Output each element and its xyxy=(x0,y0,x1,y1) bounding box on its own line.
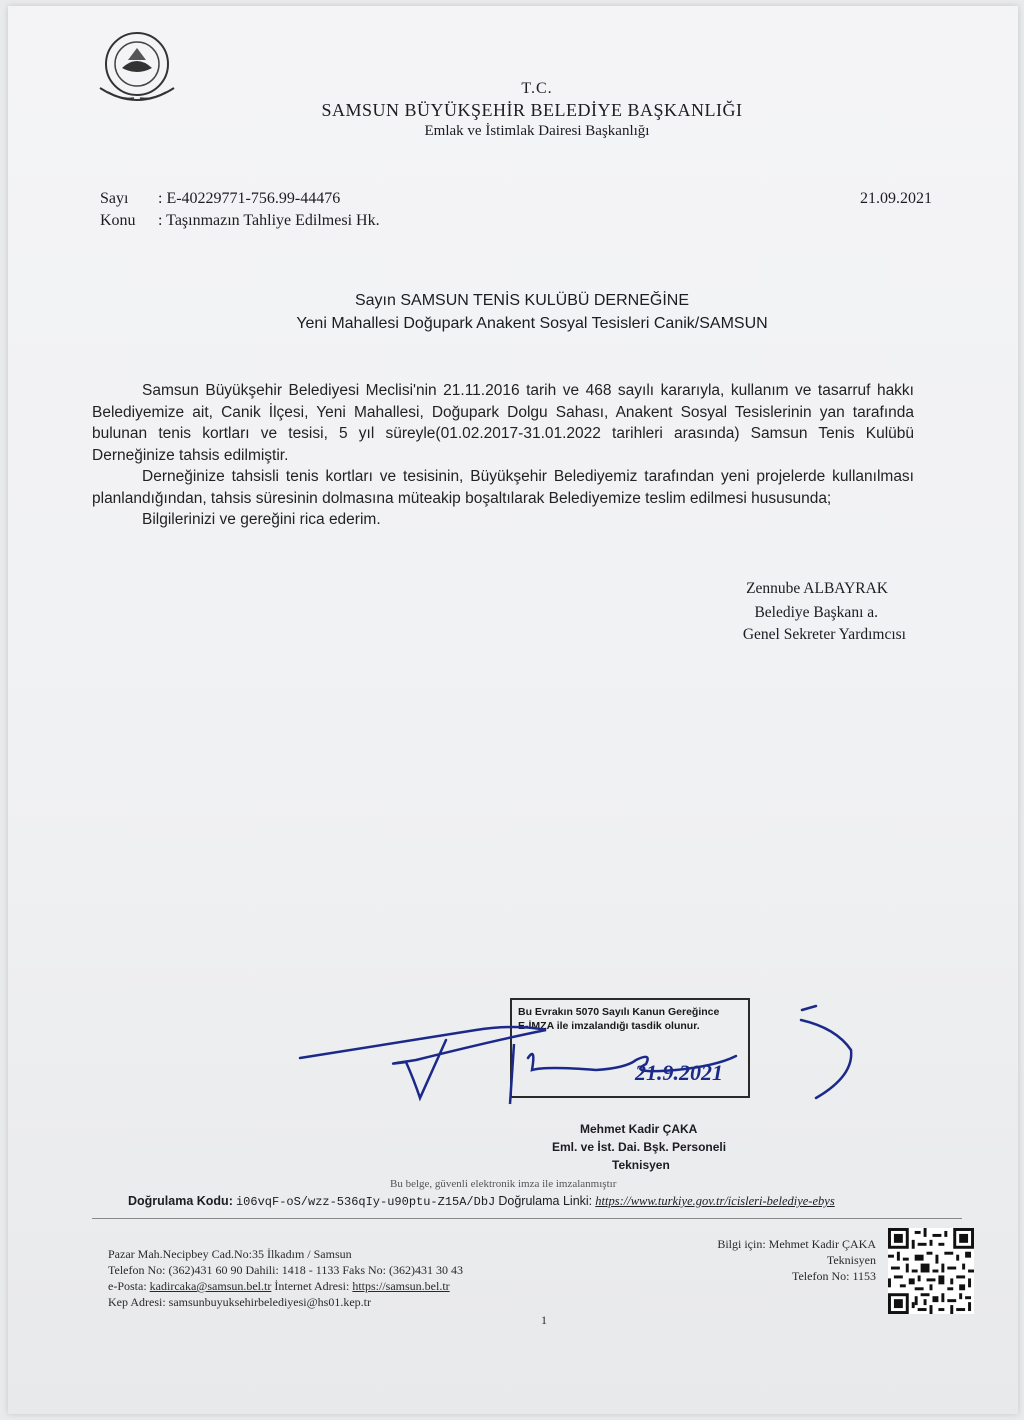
handwritten-date: 21.9.2021 xyxy=(635,1060,723,1085)
info-line-1: Bilgi için: Mehmet Kadir ÇAKA xyxy=(717,1237,876,1251)
addressee-name: Sayın SAMSUN TENİS KULÜBÜ DERNEĞİNE xyxy=(354,292,689,309)
sayi-row xyxy=(100,190,340,208)
info-block xyxy=(680,1236,876,1284)
konu-row xyxy=(100,212,380,230)
sayi-value: : E-40229771-756.99-44476 xyxy=(158,190,341,207)
footer-phone: Telefon No: (362)431 60 90 Dahili: 1418 - 1133 Faks No: (362)431 30 43 xyxy=(108,1263,464,1277)
verification-link[interactable]: https://www.turkiye.gov.tr/icisleri-belediye-ebys xyxy=(595,1194,835,1208)
sayi-label: Sayı xyxy=(100,190,129,207)
body-paragraph-2: Derneğinize tahsisli tenis kortları ve tesisinin, Büyükşehir Belediyemiz tarafından yeni projelerde kullanılması planlandığından, tahsis süresinin dolmasına müteakip boşaltılarak Belediyemize teslim edilmesi hususunda; xyxy=(92,468,914,507)
footer-email-link[interactable]: kadircaka@samsun.bel.tr xyxy=(149,1279,272,1293)
body-paragraph-1: Samsun Büyükşehir Belediyesi Meclisi'nin 21.11.2016 tarih ve 468 sayılı kararıyla, kullanım ve tasarruf hakkı Belediyemize ait, Canik İlçesi, Yeni Mahallesi, Doğupark Dolgu Sahası, Anakent Sosyal Tesislerinin yan tarafında bulunan tenis kortları ve tesisi, 5 yıl süreyle(01.02.2017-31.01.2022 tarihleri arasında) Samsun Tenis Kulübü Derneğinize tahsis edilmiştir. xyxy=(92,382,914,464)
footer-contact xyxy=(108,1246,463,1310)
verification-row xyxy=(128,1194,835,1209)
konu-label: Konu xyxy=(100,212,136,229)
signer-title-2: Genel Sekreter Yardımcısı xyxy=(742,626,906,643)
verification-code: i06vqF-oS/wzz-536qIy-u90ptu-Z15A/DbJ xyxy=(235,1195,496,1209)
stamp-line-1: Bu Evrakın 5070 Sayılı Kanun Gereğince xyxy=(518,1006,720,1018)
letter-body xyxy=(92,380,914,531)
konu-value: : Taşınmazın Tahliye Edilmesi Hk. xyxy=(158,212,380,229)
signer-name: Zennube ALBAYRAK xyxy=(746,580,888,597)
header-tc: T.C. xyxy=(521,80,553,97)
footer-web-label: İnternet Adresi: xyxy=(274,1279,350,1293)
footer-email-row xyxy=(108,1278,463,1294)
footer-kep: Kep Adresi: samsunbuyuksehirbelediyesi@hs01.kep.tr xyxy=(108,1295,372,1309)
footer-divider xyxy=(92,1218,962,1219)
info-line-2: Teknisyen xyxy=(826,1253,876,1267)
footer-web-link[interactable]: https://samsun.bel.tr xyxy=(352,1279,450,1293)
esign-note: Bu belge, güvenli elektronik imza ile imzalanmıştır xyxy=(390,1178,617,1190)
footer-email-label: e-Posta: xyxy=(108,1279,147,1293)
qr-code[interactable] xyxy=(888,1228,974,1314)
handwritten-signature xyxy=(296,1000,866,1110)
info-line-3: Telefon No: 1153 xyxy=(791,1269,876,1283)
verification-link-label: Doğrulama Linki: xyxy=(498,1194,593,1208)
footer-address: Pazar Mah.Necipbey Cad.No:35 İlkadım / Samsun xyxy=(108,1247,352,1261)
signer-title-1: Belediye Başkanı a. xyxy=(754,604,878,621)
certifier-name: Mehmet Kadir ÇAKA xyxy=(580,1122,698,1136)
header-department: Emlak ve İstimlak Dairesi Başkanlığı xyxy=(424,123,650,139)
certifier-role-2: Teknisyen xyxy=(612,1158,670,1172)
stamp-line-2: E-İMZA ile imzalandığı tasdik olunur. xyxy=(518,1020,700,1032)
body-paragraph-3: Bilgilerinizi ve gereğini rica ederim. xyxy=(142,511,381,528)
certifier-role-1: Eml. ve İst. Dai. Bşk. Personeli xyxy=(552,1140,727,1154)
header-institution: SAMSUN BÜYÜKŞEHİR BELEDİYE BAŞKANLIĞI xyxy=(321,100,743,120)
verification-code-label: Doğrulama Kodu: xyxy=(128,1194,233,1208)
page-number: 1 xyxy=(541,1313,547,1327)
addressee-address: Yeni Mahallesi Doğupark Anakent Sosyal Tesisleri Canik/SAMSUN xyxy=(296,315,768,332)
document-date: 21.09.2021 xyxy=(860,190,932,207)
